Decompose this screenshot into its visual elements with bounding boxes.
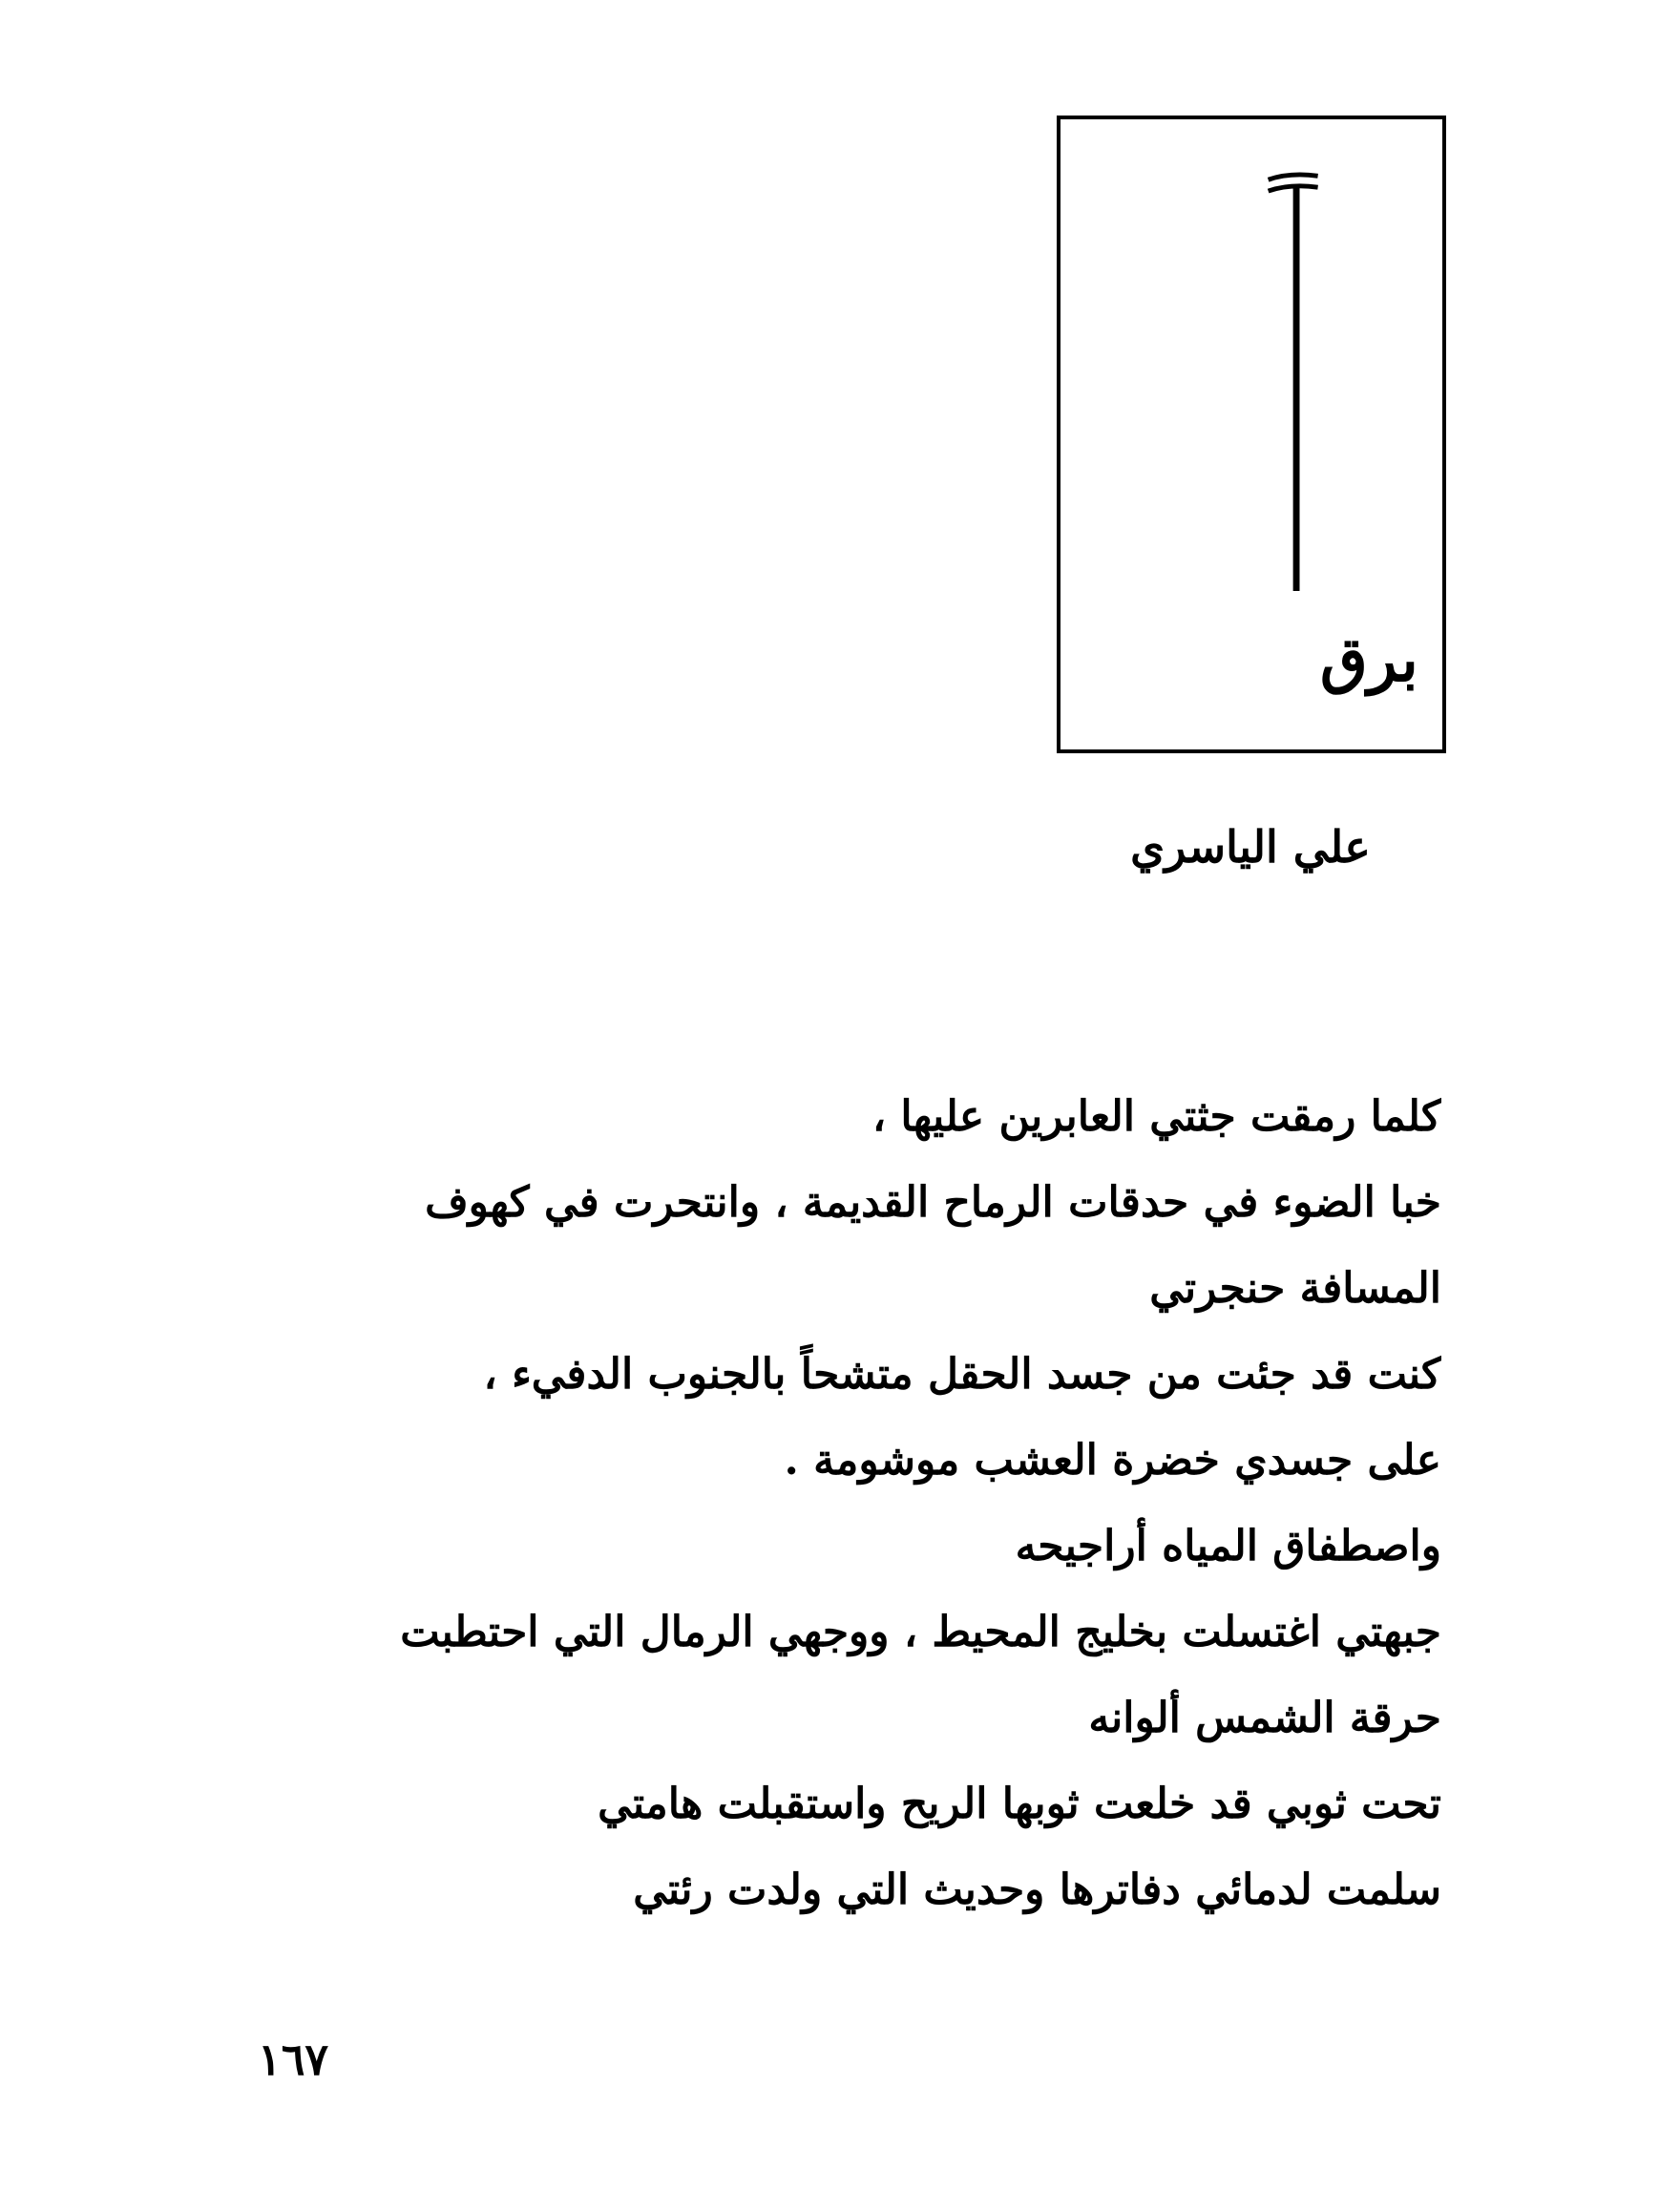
poem-line: كنت قد جئت من جسد الحقل متشحاً بالجنوب الدفيء ، (483, 1350, 1441, 1399)
poem-line: خبا الضوء في حدقات الرماح القديمة ، وانتحرت في كهوف (425, 1178, 1441, 1227)
poem-line: كلما رمقت جثتي العابرين عليها ، (872, 1092, 1441, 1141)
page-number: ١٦٧ (258, 2034, 329, 2085)
title-text: برق (1320, 624, 1418, 696)
poem-line: سلمت لدمائي دفاترها وحديث التي ولدت رئتي (633, 1865, 1441, 1914)
poem-line: جبهتي اغتسلت بخليج المحيط ، ووجهي الرمال التي احتطبت (400, 1608, 1441, 1656)
poem-line: على جسدي خضرة العشب موشومة . (784, 1436, 1441, 1485)
poem-line: تحت ثوبي قد خلعت ثوبها الريح واستقبلت هامتي (598, 1780, 1441, 1828)
poem-body (224, 1074, 1441, 1933)
poem-line: حرقة الشمس ألوانه (1088, 1694, 1441, 1742)
author-name: علي الياسري (1130, 821, 1371, 873)
poem-line: واصطفاق المياه أراجيحه (1015, 1522, 1441, 1570)
title-frame (1057, 116, 1446, 753)
poem-line: المسافة حنجرتي (1149, 1264, 1441, 1313)
